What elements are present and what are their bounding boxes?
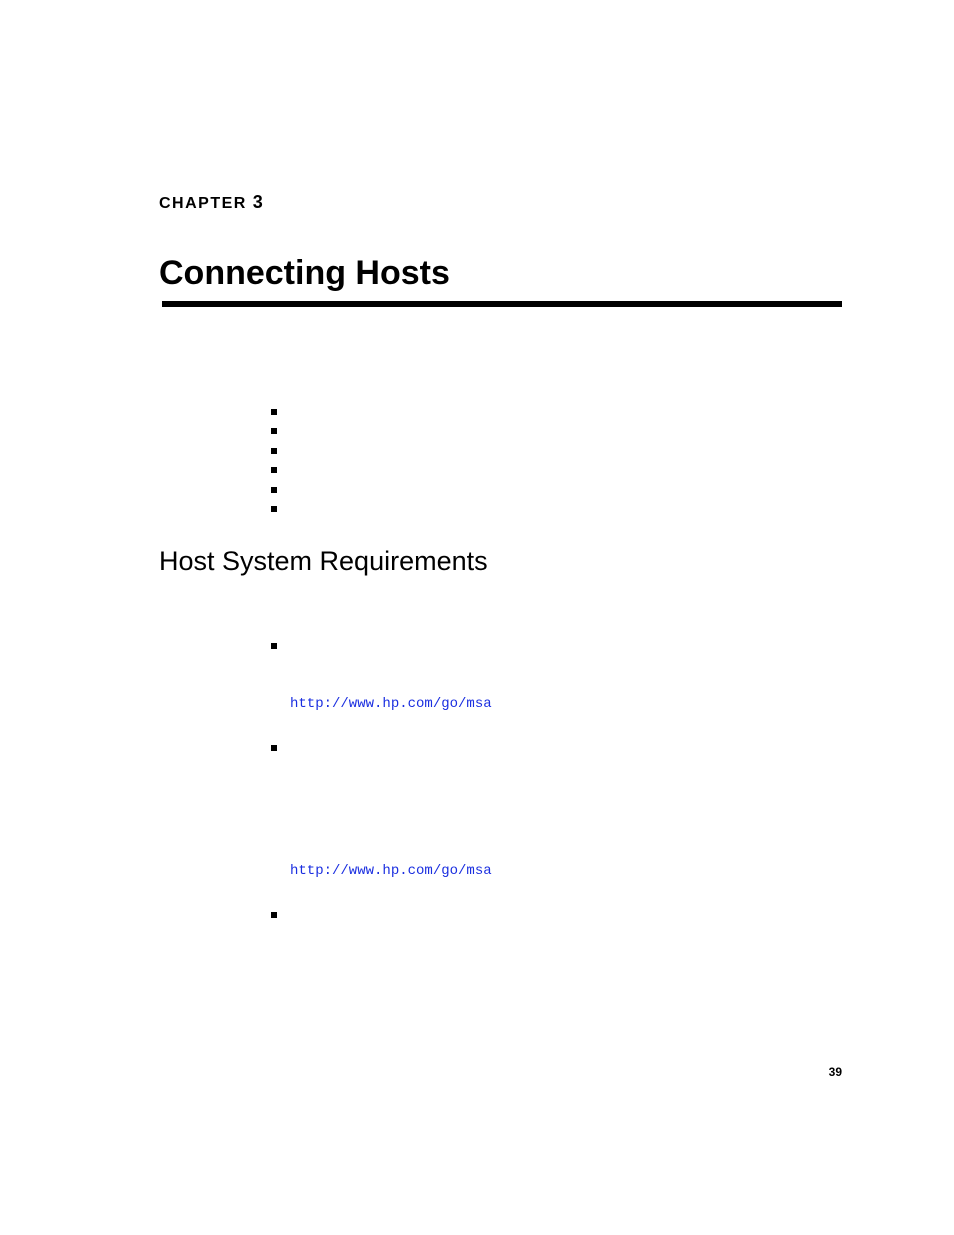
requirement-bullet-1 [271, 643, 277, 649]
overview-bullet-1 [271, 409, 277, 415]
section-heading: Host System Requirements [159, 546, 488, 576]
chapter-number: 3 [252, 192, 263, 212]
requirement-bullet-2 [271, 745, 277, 751]
overview-bullet-3 [271, 448, 277, 454]
page-number: 39 [828, 1065, 842, 1079]
overview-bullet-6 [271, 506, 277, 512]
requirement-bullet-3 [271, 912, 277, 918]
msa-link-1[interactable]: http://www.hp.com/go/msa [290, 696, 492, 712]
chapter-label-text: CHAPTER [159, 195, 253, 212]
msa-link-2[interactable]: http://www.hp.com/go/msa [290, 863, 492, 879]
chapter-label [159, 192, 263, 214]
overview-bullet-5 [271, 487, 277, 493]
overview-bullet-2 [271, 428, 277, 434]
title-rule [162, 301, 842, 307]
chapter-title: Connecting Hosts [159, 254, 450, 292]
overview-bullet-4 [271, 467, 277, 473]
